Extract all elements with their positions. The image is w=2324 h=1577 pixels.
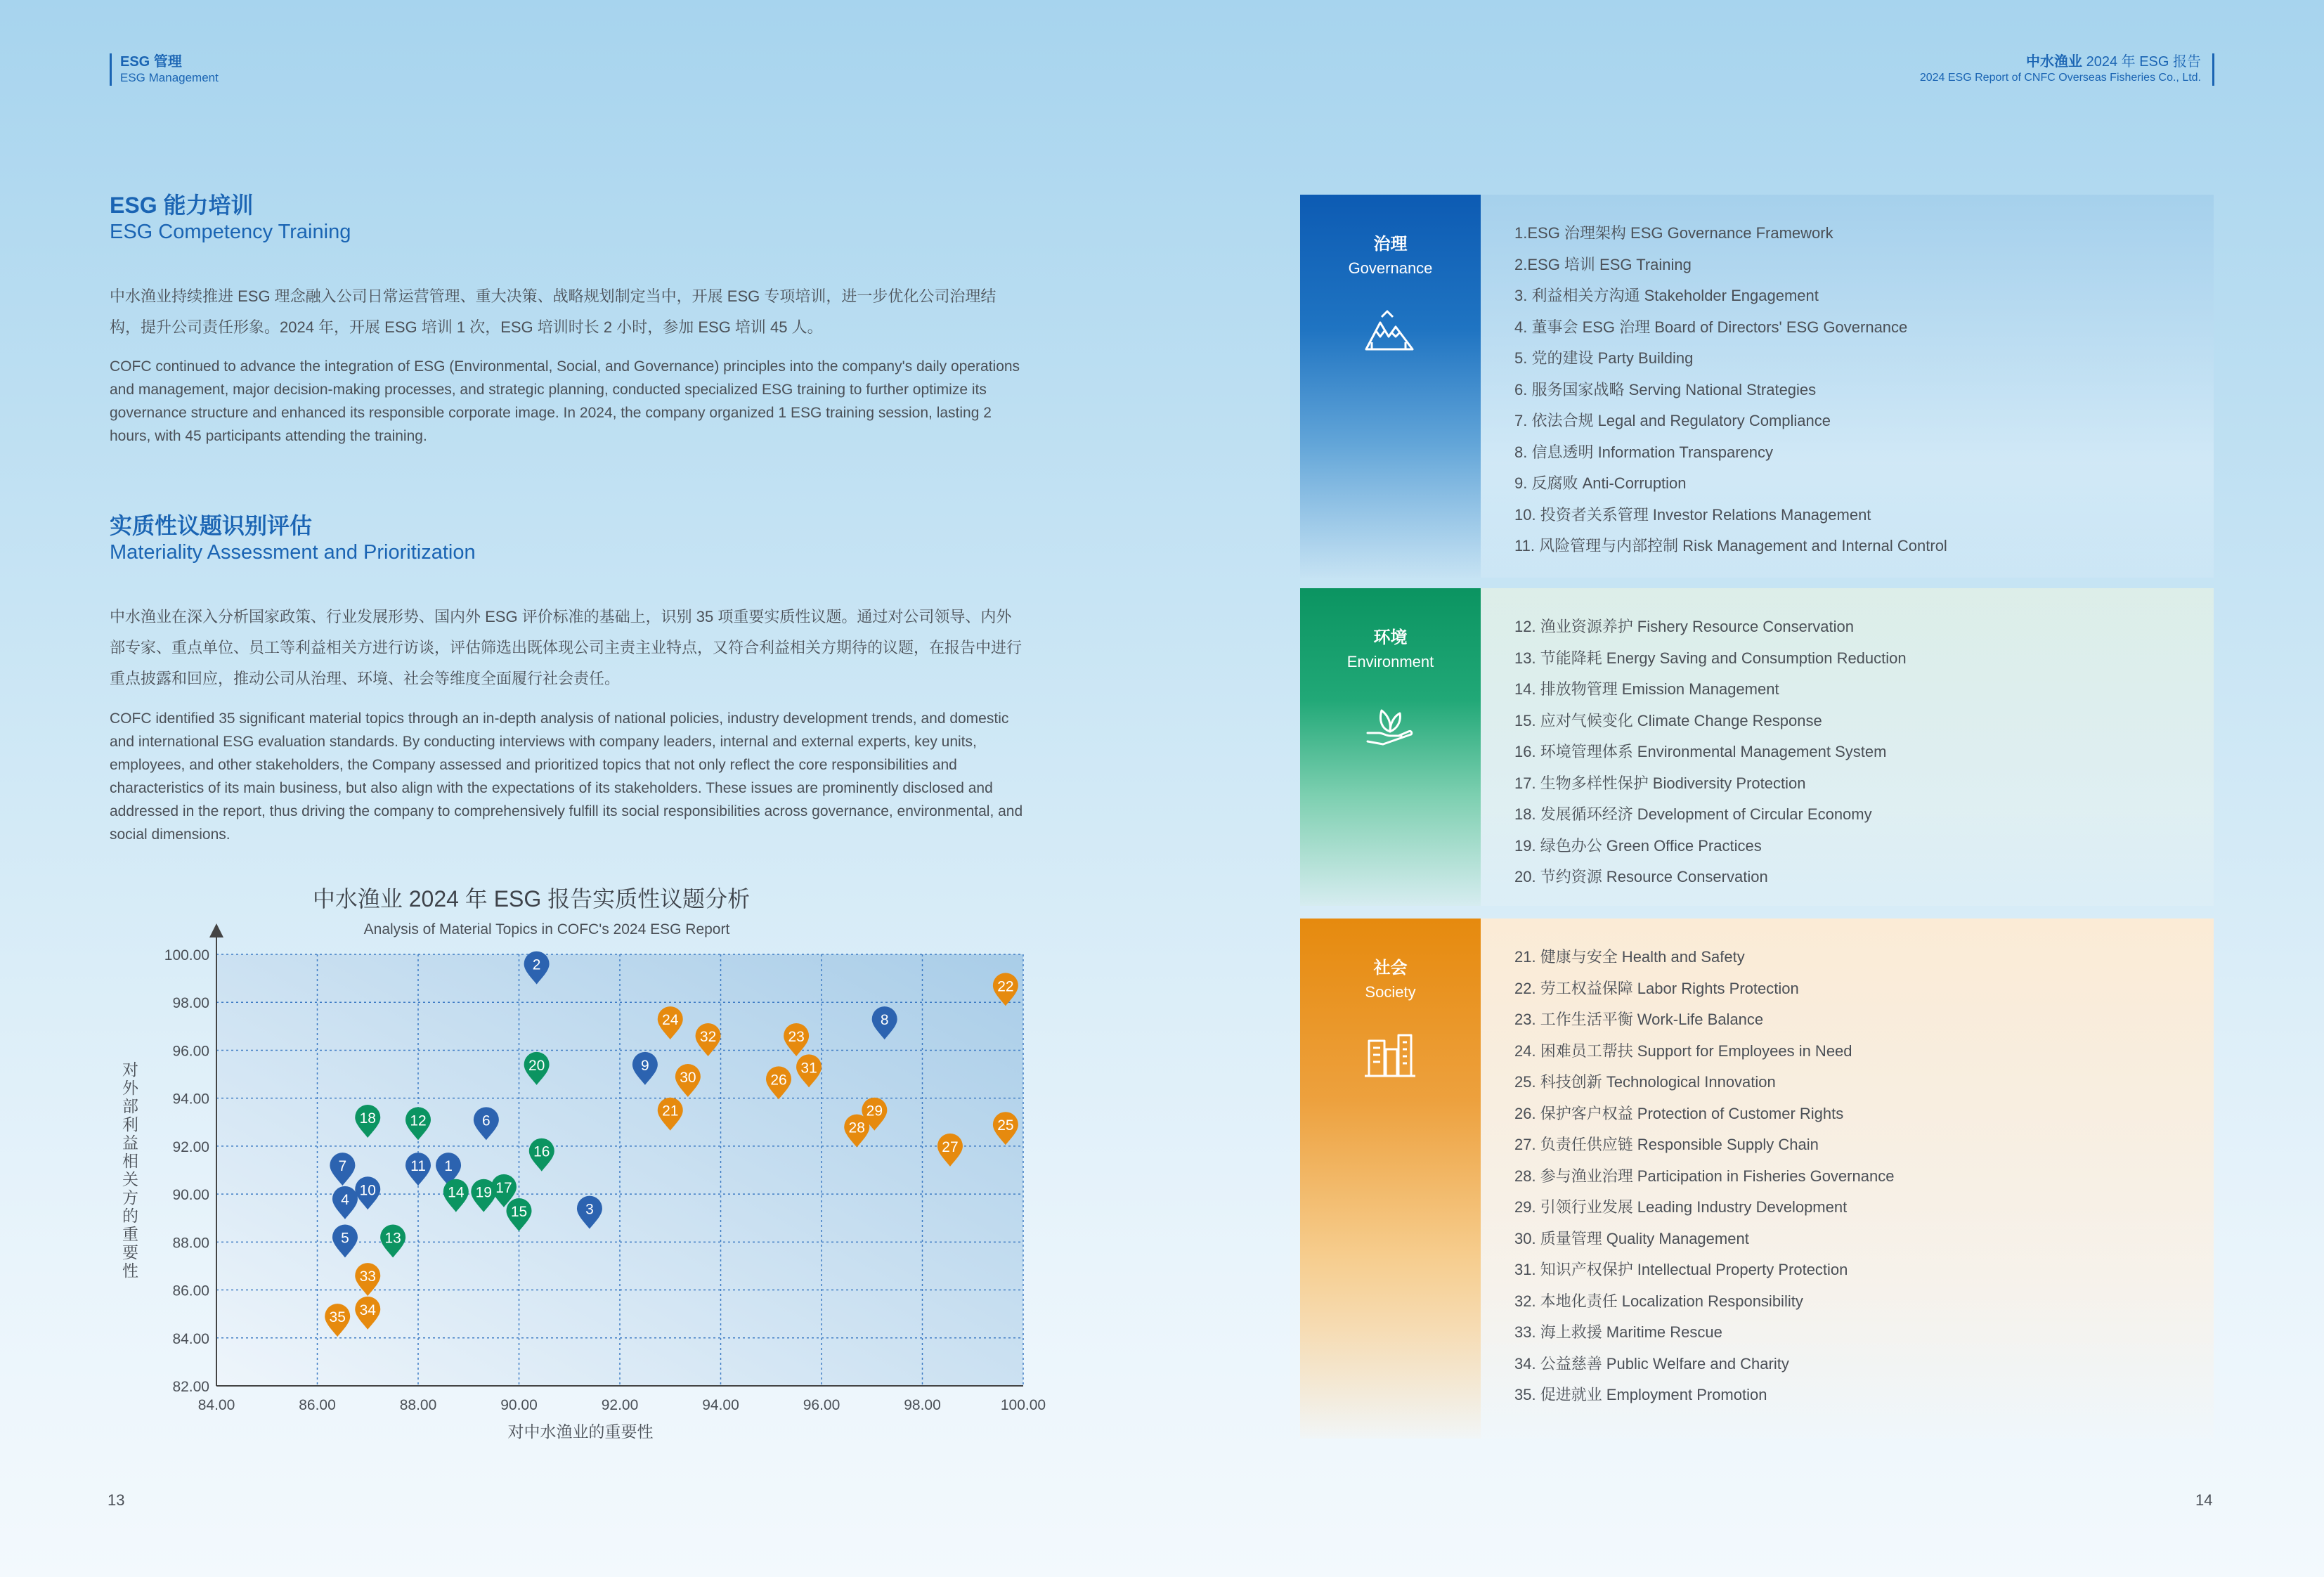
x-tick-label: 100.00 [1000, 1397, 1046, 1413]
materiality-title-zh: 实质性议题识别评估 [110, 513, 313, 538]
environment-topic-item: 12. 渔业资源养护 Fishery Resource Conservation [1514, 618, 1854, 635]
governance-topic-item: 4. 董事会 ESG 治理 Board of Directors' ESG Governance [1514, 318, 1908, 336]
governance-topic-item: 3. 利益相关方沟通 Stakeholder Engagement [1514, 287, 1819, 304]
marker-label: 9 [641, 1057, 649, 1074]
marker-label: 12 [410, 1112, 427, 1129]
mountain-icon [1362, 307, 1418, 356]
materiality-paragraph-zh: 中水渔业在深入分析国家政策、行业发展形势、国内外 ESG 评价标准的基础上，识别 35 项重要实质性议题。通过对公司领导、内外部专家、重点单位、员工等利益相关方进行访谈，评估筛选出既体现公司主责主业特点，又符合利益相关方期待的议题，在报告中进行重点披露和回应，推动公司从治理、环境、社会等维度全面履行社会责任。 [110, 608, 1023, 687]
governance-topic-item: 2.ESG 培训 ESG Training [1514, 255, 1692, 273]
report-year-label: 2024 年 ESG 报告 [2082, 54, 2201, 70]
society-title-zh: 社会 [1373, 959, 1408, 978]
society-card [1300, 919, 2214, 1439]
marker-label: 32 [699, 1028, 717, 1045]
y-tick-label: 96.00 [172, 1043, 209, 1060]
environment-title-zh: 环境 [1373, 628, 1408, 647]
x-tick-label: 90.00 [500, 1397, 538, 1413]
training-section [110, 191, 351, 245]
y-tick-label: 98.00 [172, 995, 209, 1012]
society-topic-item: 35. 促进就业 Employment Promotion [1514, 1386, 1767, 1403]
marker-label: 7 [338, 1158, 347, 1175]
governance-topic-list [1514, 218, 1947, 562]
governance-topic-item: 8. 信息透明 Information Transparency [1514, 443, 1774, 461]
marker-label: 25 [997, 1117, 1014, 1134]
marker-label: 20 [528, 1057, 545, 1074]
society-topic-item: 27. 负责任供应链 Responsible Supply Chain [1514, 1136, 1819, 1153]
marker-label: 29 [866, 1103, 883, 1120]
training-title-en: ESG Competency Training [110, 221, 351, 243]
marker-label: 1 [444, 1158, 453, 1175]
marker-label: 34 [359, 1302, 376, 1318]
environment-topic-list [1514, 611, 1907, 893]
society-topic-item: 30. 质量管理 Quality Management [1514, 1229, 1749, 1247]
environment-title-en: Environment [1346, 653, 1434, 670]
x-tick-label: 96.00 [803, 1397, 840, 1413]
governance-topic-item: 1.ESG 治理架构 ESG Governance Framework [1514, 224, 1833, 242]
marker-label: 17 [495, 1179, 512, 1196]
governance-topic-item: 7. 依法合规 Legal and Regulatory Compliance [1514, 412, 1831, 429]
marker-label: 4 [341, 1191, 349, 1208]
x-tick-label: 86.00 [299, 1397, 336, 1413]
society-topic-item: 28. 参与渔业治理 Participation in Fisheries Governance [1514, 1167, 1895, 1185]
marker-label: 26 [770, 1072, 787, 1089]
marker-label: 24 [662, 1012, 679, 1029]
marker-label: 14 [448, 1184, 465, 1201]
leaf-hand-icon [1362, 701, 1418, 750]
environment-topic-item: 13. 节能降耗 Energy Saving and Consumption Reduction [1514, 649, 1907, 667]
y-tick-label: 90.00 [172, 1187, 209, 1204]
environment-topic-item: 19. 绿色办公 Green Office Practices [1514, 836, 1762, 855]
marker-label: 6 [482, 1112, 491, 1129]
marker-label: 8 [880, 1012, 889, 1029]
training-title-zh: ESG 能力培训 [110, 193, 254, 218]
society-topic-item: 25. 科技创新 Technological Innovation [1514, 1073, 1776, 1091]
governance-topic-item: 11. 风险管理与内部控制 Risk Management and Internal Control [1514, 537, 1947, 554]
y-tick-label: 82.00 [172, 1379, 209, 1395]
environment-topic-item: 17. 生物多样性保护 Biodiversity Protection [1514, 774, 1806, 792]
marker-label: 22 [997, 978, 1014, 995]
governance-topic-item: 9. 反腐败 Anti-Corruption [1514, 474, 1687, 492]
marker-label: 28 [848, 1120, 865, 1136]
y-tick-label: 100.00 [164, 947, 209, 963]
marker-label: 27 [942, 1138, 959, 1155]
governance-category-panel [1300, 195, 1481, 578]
x-tick-label: 98.00 [904, 1397, 941, 1413]
page-number-right: 14 [2195, 1491, 2213, 1509]
chart-subtitle: Analysis of Material Topics in COFC's 2024 ESG Report [363, 921, 730, 937]
x-axis-label: 对中水渔业的重要性 [507, 1422, 654, 1441]
environment-topic-item: 15. 应对气候变化 Climate Change Response [1514, 711, 1822, 729]
governance-topic-item: 6. 服务国家战略 Serving National Strategies [1514, 380, 1817, 398]
materiality-title-en: Materiality Assessment and Prioritization [110, 541, 476, 564]
society-topic-item: 31. 知识产权保护 Intellectual Property Protection [1514, 1261, 1848, 1278]
society-topic-item: 34. 公益慈善 Public Welfare and Charity [1514, 1354, 1789, 1372]
marker-label: 33 [359, 1268, 376, 1285]
marker-label: 31 [800, 1060, 817, 1077]
marker-label: 11 [410, 1158, 426, 1175]
y-tick-label: 84.00 [172, 1330, 209, 1347]
society-topic-item: 24. 困难员工帮扶 Support for Employees in Need [1514, 1041, 1852, 1060]
environment-topic-item: 20. 节约资源 Resource Conservation [1514, 868, 1768, 885]
society-topic-item: 33. 海上救援 Maritime Rescue [1514, 1323, 1722, 1341]
marker-label: 30 [680, 1069, 696, 1086]
marker-label: 18 [359, 1110, 376, 1127]
page-number-left: 13 [108, 1491, 125, 1509]
header-left [110, 53, 219, 86]
y-axis-label: 对外部利益相关方的重要性 [122, 1060, 138, 1280]
section-label-zh: ESG 管理 [120, 54, 182, 70]
society-topic-item: 29. 引领行业发展 Leading Industry Development [1514, 1198, 1848, 1216]
marker-label: 3 [585, 1201, 594, 1218]
marker-label: 10 [359, 1182, 376, 1199]
training-paragraph-en: COFC continued to advance the integration of ESG (Environmental, Social, and Governance) principles into the company's daily operations and management, major decision-making processes, and strategic planning, conducted specialized ESG training to further optimize its governance structure and enhanced its responsible corporate image. In 2024, the company organized 1 ESG training session, lasting 2 hours, with 45 participants attending the training. [110, 358, 1020, 444]
company-name: 中水渔业 [2026, 54, 2083, 70]
chart-title: 中水渔业 2024 年 ESG 报告实质性议题分析 [312, 886, 751, 911]
environment-topic-item: 14. 排放物管理 Emission Management [1514, 680, 1779, 698]
report-title-zh [1920, 53, 2201, 70]
y-tick-label: 86.00 [172, 1283, 209, 1299]
society-topic-item: 21. 健康与安全 Health and Safety [1514, 948, 1745, 966]
governance-title-en: Governance [1348, 259, 1433, 277]
environment-topic-item: 16. 环境管理体系 Environmental Management System [1514, 743, 1887, 760]
section-label-en: ESG Management [120, 71, 219, 84]
materiality-section [110, 512, 476, 565]
y-tick-label: 94.00 [172, 1091, 209, 1108]
x-tick-label: 92.00 [601, 1397, 639, 1413]
society-topic-item: 26. 保护客户权益 Protection of Customer Rights [1514, 1104, 1844, 1122]
materiality-paragraph-en: COFC identified 35 significant material topics through an in-depth analysis of national policies, industry development trends, and domestic and international ESG evaluation standards. By conducting interviews with company leaders, internal and external experts, key units, employees, and other stakeholders, the Company assessed and prioritized topics that not only reflect the core responsibilities and characteristics of its main business, but also align with the expectations of its stakeholders. These issues are prominently disclosed and addressed in the report, thus driving the company to comprehensively fulfill its social responsibilities across governance, environmental, and social dimensions. [110, 710, 1023, 843]
marker-label: 21 [662, 1103, 679, 1120]
environment-category-panel [1300, 588, 1481, 906]
governance-topic-item: 5. 党的建设 Party Building [1514, 349, 1694, 367]
society-title-en: Society [1365, 983, 1416, 1001]
marker-label: 2 [532, 956, 541, 973]
environment-topic-item: 18. 发展循环经济 Development of Circular Economy [1514, 805, 1872, 823]
x-tick-label: 88.00 [399, 1397, 437, 1413]
materiality-scatter-chart [105, 878, 1046, 1455]
y-tick-label: 92.00 [172, 1138, 209, 1155]
marker-label: 19 [475, 1184, 492, 1201]
x-tick-label: 84.00 [197, 1397, 235, 1413]
training-paragraph-zh: 中水渔业持续推进 ESG 理念融入公司日常运营管理、重大决策、战略规划制定当中，开展 ESG 专项培训，进一步优化公司治理结构，提升公司责任形象。2024 年，开展 ESG 培训 1 次，ESG 培训时长 2 小时，参加 ESG 培训 45 人。 [110, 287, 997, 336]
governance-card [1300, 195, 2214, 578]
y-tick-label: 88.00 [172, 1235, 209, 1252]
society-topic-item: 23. 工作生活平衡 Work-Life Balance [1514, 1011, 1764, 1028]
governance-title-zh: 治理 [1373, 235, 1408, 254]
environment-card [1300, 588, 2214, 906]
report-title-en: 2024 ESG Report of CNFC Overseas Fisheries Co., Ltd. [1919, 72, 2201, 84]
society-topic-item: 22. 劳工权益保障 Labor Rights Protection [1514, 979, 1799, 997]
society-topic-item: 32. 本地化责任 Localization Responsibility [1514, 1292, 1803, 1310]
marker-label: 16 [533, 1143, 550, 1160]
marker-label: 13 [384, 1230, 401, 1247]
society-topic-list [1514, 942, 1894, 1411]
society-category-panel [1300, 919, 1481, 1439]
marker-label: 15 [510, 1203, 528, 1220]
header-right [1920, 53, 2214, 86]
x-tick-label: 94.00 [702, 1397, 739, 1413]
marker-label: 23 [788, 1028, 805, 1045]
buildings-icon [1362, 1031, 1418, 1080]
marker-label: 5 [341, 1230, 349, 1247]
marker-label: 35 [329, 1309, 346, 1326]
governance-topic-item: 10. 投资者关系管理 Investor Relations Management [1514, 505, 1871, 524]
